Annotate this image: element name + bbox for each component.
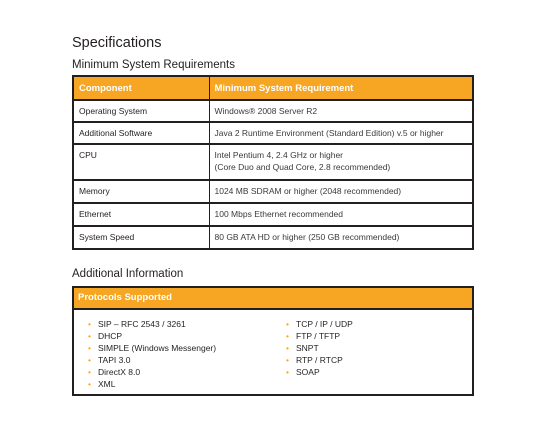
row-value: 1024 MB SDRAM or higher (2048 recommended) [209, 180, 473, 203]
column-header-requirement: Minimum System Requirement [209, 76, 473, 100]
row-value [209, 144, 473, 180]
bullet-icon: • [88, 331, 91, 341]
list-item: • TCP / IP / UDP [286, 319, 353, 329]
bullet-icon: • [88, 319, 91, 329]
table-row [73, 226, 473, 249]
row-value: 80 GB ATA HD or higher (250 GB recommended) [209, 226, 473, 249]
list-item: • SNPT [286, 343, 319, 353]
bullet-icon: • [286, 331, 289, 341]
list-item: • FTP / TFTP [286, 331, 341, 341]
page-title: Specifications [72, 35, 162, 51]
bullet-icon: • [88, 355, 91, 365]
row-label: Additional Software [73, 122, 209, 144]
bullet-icon: • [88, 343, 91, 353]
list-item: • DirectX 8.0 [88, 367, 141, 377]
requirements-heading: Minimum System Requirements [72, 59, 235, 71]
additional-info-heading: Additional Information [72, 268, 184, 280]
requirements-table [72, 75, 474, 250]
row-value: Windows® 2008 Server R2 [209, 100, 473, 122]
table-row [73, 122, 473, 144]
row-value-line-2: (Core Duo and Quad Core, 2.8 recommended) [214, 162, 391, 172]
bullet-icon: • [286, 319, 289, 329]
row-label: CPU [73, 144, 209, 180]
bullet-icon: • [88, 367, 91, 377]
list-item: • SOAP [286, 367, 320, 377]
row-value: 100 Mbps Ethernet recommended [209, 203, 473, 226]
list-item: • XML [88, 379, 116, 389]
column-header-component: Component [73, 76, 209, 100]
table-header-row [73, 76, 473, 100]
table-row [73, 100, 473, 122]
protocols-list-right [286, 318, 353, 378]
row-label: Operating System [73, 100, 209, 122]
protocols-list-left [88, 318, 216, 390]
bullet-icon: • [286, 355, 289, 365]
row-label: Memory [73, 180, 209, 203]
protocols-box [72, 286, 474, 396]
list-item: • DHCP [88, 331, 123, 341]
row-label: System Speed [73, 226, 209, 249]
bullet-icon: • [286, 343, 289, 353]
table-row [73, 203, 473, 226]
list-item: • RTP / RTCP [286, 355, 343, 365]
row-value: Java 2 Runtime Environment (Standard Edition) v.5 or higher [209, 122, 473, 144]
list-item: • SIP – RFC 2543 / 3261 [88, 319, 186, 329]
table-row [73, 144, 473, 180]
list-item: • TAPI 3.0 [88, 355, 131, 365]
bullet-icon: • [286, 367, 289, 377]
row-value-line-1: Intel Pentium 4, 2.4 GHz or higher [214, 150, 344, 160]
bullet-icon: • [88, 379, 91, 389]
row-label: Ethernet [73, 203, 209, 226]
list-item: • SIMPLE (Windows Messenger) [88, 343, 217, 353]
table-row [73, 180, 473, 203]
protocols-header: Protocols Supported [74, 288, 472, 310]
